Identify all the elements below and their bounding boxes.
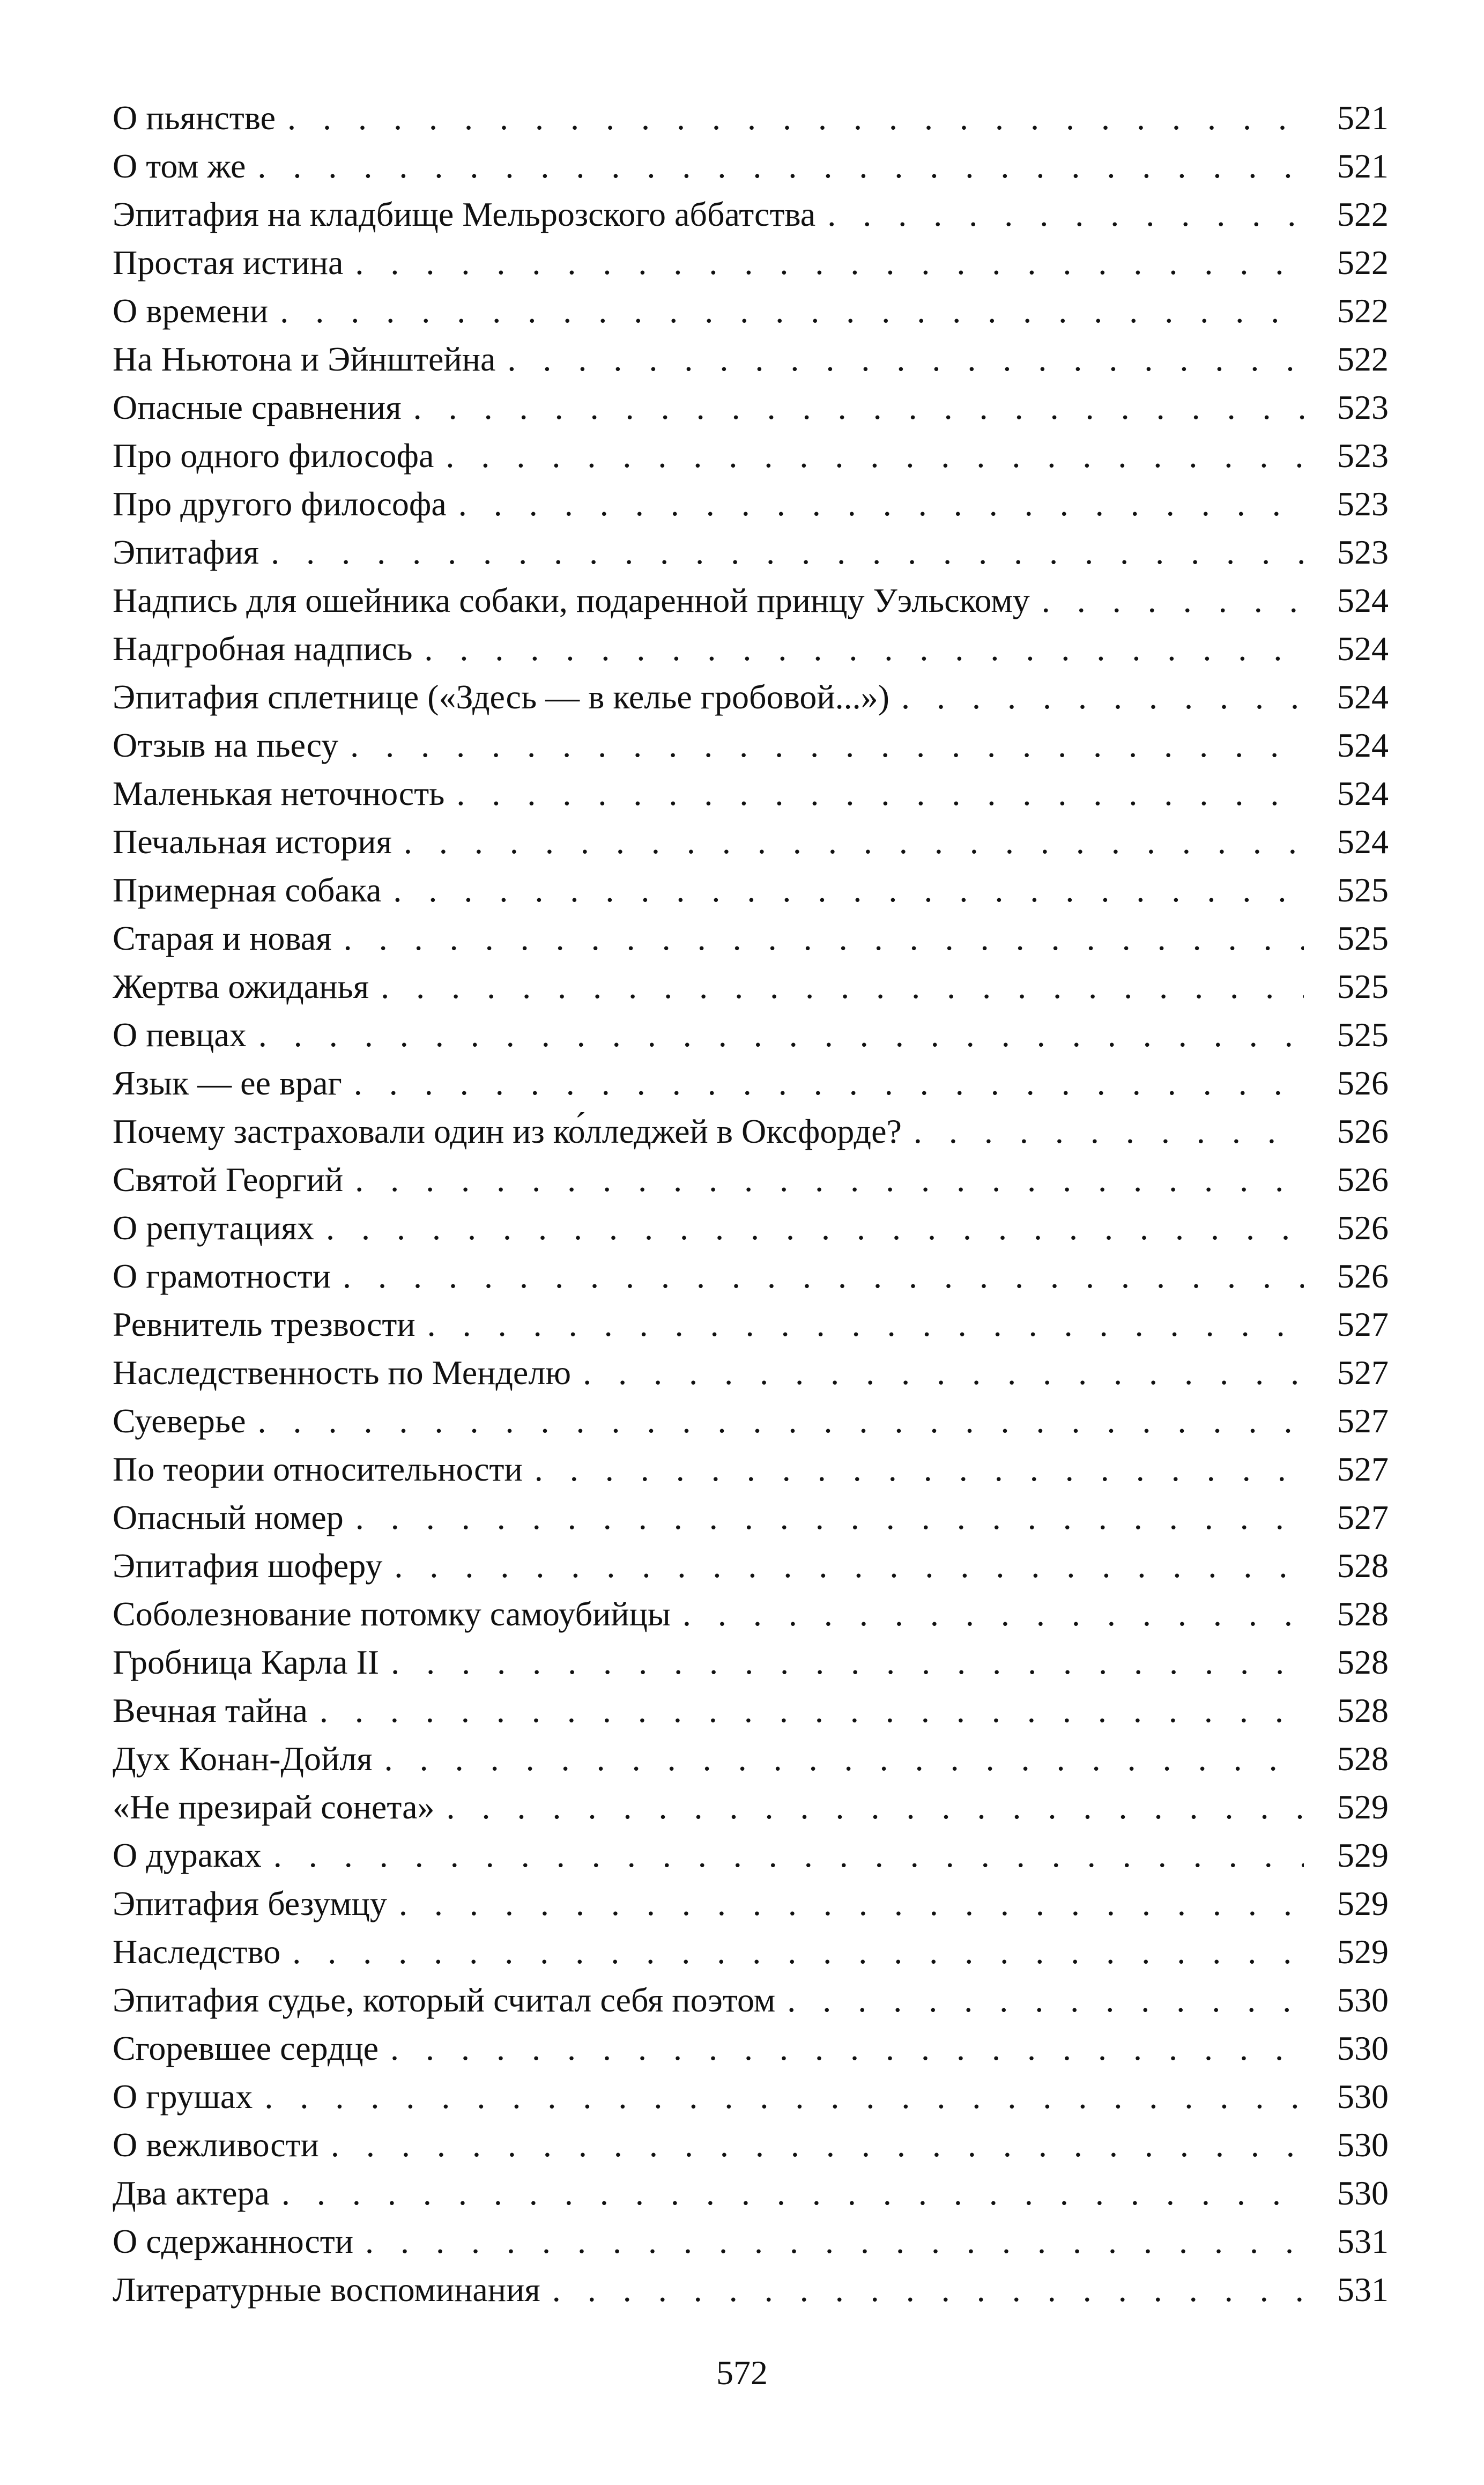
toc-entry-page: 525 [1337,1016,1389,1054]
dot-leader [384,1735,1304,1783]
toc-entry-title: О том же [113,147,246,185]
toc-entry-page: 524 [1337,726,1389,764]
toc-entry [113,94,1389,142]
toc-entry-page: 523 [1337,437,1389,475]
toc-entry-page: 528 [1337,1595,1389,1633]
dot-leader [901,673,1304,721]
toc-entry-page: 524 [1337,823,1389,861]
dot-leader [390,2024,1304,2073]
toc-entry-page: 529 [1337,1933,1389,1971]
toc-entry-page: 523 [1337,485,1389,523]
toc-entry [113,2073,1389,2121]
dot-leader [507,335,1304,383]
toc-entry [113,914,1389,963]
dot-leader [413,383,1304,432]
dot-leader [326,1204,1304,1252]
toc-entry-title: «Не презирай сонета» [113,1788,435,1826]
toc-entry-title: Сгоревшее сердце [113,2029,379,2067]
dot-leader [1042,576,1304,625]
toc-entry-page: 528 [1337,1547,1389,1585]
toc-entry-page: 531 [1337,2270,1389,2309]
toc-entry [113,1397,1389,1445]
toc-entry-title: Суеверье [113,1402,246,1440]
dot-leader [271,528,1304,576]
table-of-contents [113,94,1389,2314]
dot-leader [257,142,1304,190]
toc-entry [113,1107,1389,1156]
toc-entry [113,2169,1389,2217]
dot-leader [393,866,1304,914]
toc-entry-title: О вежливости [113,2126,319,2164]
toc-entry-page: 524 [1337,630,1389,668]
toc-entry [113,2266,1389,2314]
toc-entry [113,625,1389,673]
dot-leader [404,818,1304,866]
toc-entry [113,1349,1389,1397]
dot-leader [344,914,1304,963]
toc-entry [113,1687,1389,1735]
dot-leader [394,1542,1304,1590]
toc-entry-title: О дураках [113,1836,262,1874]
dot-leader [331,2121,1304,2169]
toc-entry-page: 529 [1337,1836,1389,1874]
toc-entry-page: 527 [1337,1402,1389,1440]
toc-entry-page: 527 [1337,1354,1389,1392]
toc-entry [113,1300,1389,1349]
toc-entry [113,335,1389,383]
toc-entry [113,1976,1389,2024]
toc-entry [113,383,1389,432]
dot-leader [365,2217,1304,2266]
toc-entry-page: 521 [1337,99,1389,137]
toc-entry [113,1445,1389,1493]
toc-entry-page: 525 [1337,871,1389,909]
toc-entry [113,770,1389,818]
toc-entry-page: 522 [1337,243,1389,282]
toc-entry-page: 522 [1337,340,1389,378]
dot-leader [343,1252,1304,1300]
toc-entry-title: Почему застраховали один из ко́лледжей в Оксфорде? [113,1112,902,1150]
toc-entry-title: На Ньютона и Эйнштейна [113,340,496,378]
toc-entry-page: 526 [1337,1064,1389,1102]
toc-entry-page: 530 [1337,2077,1389,2116]
toc-entry-page: 530 [1337,2126,1389,2164]
toc-entry [113,1493,1389,1542]
toc-entry-title: Эпитафия [113,533,259,571]
dot-leader [292,1928,1304,1976]
dot-leader [258,1011,1304,1059]
toc-entry-title: О пьянстве [113,99,276,137]
toc-entry [113,190,1389,239]
toc-entry [113,818,1389,866]
dot-leader [458,480,1304,528]
toc-entry [113,287,1389,335]
toc-entry [113,963,1389,1011]
toc-entry-page: 521 [1337,147,1389,185]
toc-entry-page: 524 [1337,581,1389,619]
toc-entry-title: Святой Георгий [113,1160,344,1199]
dot-leader [682,1590,1304,1638]
dot-leader [583,1349,1304,1397]
toc-entry-page: 525 [1337,919,1389,957]
toc-entry-page: 525 [1337,967,1389,1005]
toc-entry-page: 526 [1337,1160,1389,1199]
dot-leader [258,1397,1304,1445]
toc-entry-title: О грамотности [113,1257,331,1295]
toc-entry [113,432,1389,480]
dot-leader [281,2169,1304,2217]
toc-entry-page: 529 [1337,1884,1389,1922]
toc-entry [113,239,1389,287]
toc-entry-title: Наследство [113,1933,281,1971]
dot-leader [424,625,1304,673]
dot-leader [355,239,1304,287]
toc-entry-title: Про другого философа [113,485,447,523]
toc-entry-title: О времени [113,292,269,330]
toc-entry [113,576,1389,625]
dot-leader [914,1107,1304,1156]
toc-entry-page: 527 [1337,1498,1389,1536]
toc-entry-page: 523 [1337,388,1389,426]
toc-entry-title: Надпись для ошейника собаки, подаренной принцу Уэльскому [113,581,1030,619]
toc-entry-title: Два актера [113,2174,270,2212]
toc-entry-title: О певцах [113,1016,247,1054]
dot-leader [320,1687,1304,1735]
dot-leader [280,287,1304,335]
dot-leader [350,721,1304,770]
toc-entry [113,480,1389,528]
toc-entry [113,1590,1389,1638]
toc-entry-page: 527 [1337,1305,1389,1343]
dot-leader [273,1831,1304,1880]
toc-entry-title: Простая истина [113,243,344,282]
toc-entry [113,1542,1389,1590]
toc-entry [113,1156,1389,1204]
toc-entry [113,1638,1389,1687]
toc-entry [113,721,1389,770]
toc-entry [113,1783,1389,1831]
toc-entry-page: 530 [1337,1981,1389,2019]
toc-entry [113,2121,1389,2169]
toc-entry [113,1880,1389,1928]
dot-leader [787,1976,1304,2024]
toc-entry-title: Примерная собака [113,871,382,909]
toc-entry [113,2024,1389,2073]
toc-entry-title: Ревнитель трезвости [113,1305,415,1343]
toc-entry [113,528,1389,576]
dot-leader [355,1156,1304,1204]
toc-entry-title: Эпитафия безумцу [113,1884,387,1922]
dot-leader [446,1783,1304,1831]
toc-entry-page: 526 [1337,1257,1389,1295]
toc-entry-page: 523 [1337,533,1389,571]
toc-entry-page: 529 [1337,1788,1389,1826]
dot-leader [355,1493,1304,1542]
dot-leader [381,963,1304,1011]
toc-entry-title: Соболезнование потомку самоубийцы [113,1595,671,1633]
dot-leader [264,2073,1304,2121]
dot-leader [446,432,1304,480]
toc-entry-page: 527 [1337,1450,1389,1488]
toc-entry-title: Вечная тайна [113,1691,308,1729]
toc-entry-title: Про одного философа [113,437,434,475]
toc-entry [113,1204,1389,1252]
toc-entry-title: Эпитафия сплетнице («Здесь — в келье гробовой...») [113,678,889,716]
toc-entry-page: 528 [1337,1740,1389,1778]
toc-entry-page: 524 [1337,678,1389,716]
toc-entry [113,1011,1389,1059]
toc-entry-page: 528 [1337,1643,1389,1681]
toc-entry-page: 526 [1337,1209,1389,1247]
toc-entry-title: Эпитафия шоферу [113,1547,383,1585]
dot-leader [456,770,1304,818]
toc-entry-title: Дух Конан-Дойля [113,1740,373,1778]
toc-entry-title: Опасный номер [113,1498,344,1536]
toc-entry [113,2217,1389,2266]
toc-entry-title: О сдержанности [113,2222,353,2260]
toc-entry [113,1928,1389,1976]
toc-entry [113,1735,1389,1783]
toc-entry-page: 522 [1337,195,1389,233]
dot-leader [391,1638,1304,1687]
dot-leader [354,1059,1304,1107]
toc-entry-title: По теории относительности [113,1450,523,1488]
toc-entry [113,673,1389,721]
toc-entry [113,142,1389,190]
toc-entry-title: Маленькая неточность [113,774,445,812]
toc-entry-title: Гробница Карла II [113,1643,380,1681]
dot-leader [427,1300,1304,1349]
dot-leader [827,190,1304,239]
toc-entry-title: Эпитафия на кладбище Мельрозского аббатства [113,195,816,233]
toc-entry-title: О грушах [113,2077,253,2116]
toc-entry-title: Жертва ожиданья [113,967,369,1005]
page-number: 572 [716,2354,768,2392]
toc-entry-title: Наследственность по Менделю [113,1354,572,1392]
toc-entry-page: 526 [1337,1112,1389,1150]
toc-entry-page: 530 [1337,2029,1389,2067]
toc-entry-page: 531 [1337,2222,1389,2260]
toc-entry-title: Старая и новая [113,919,332,957]
toc-entry [113,866,1389,914]
toc-entry [113,1059,1389,1107]
toc-entry [113,1252,1389,1300]
toc-entry-page: 530 [1337,2174,1389,2212]
toc-entry-title: Отзыв на пьесу [113,726,339,764]
toc-entry-title: О репутациях [113,1209,314,1247]
toc-entry-page: 528 [1337,1691,1389,1729]
toc-entry-title: Печальная история [113,823,392,861]
dot-leader [535,1445,1304,1493]
toc-entry [113,1831,1389,1880]
toc-entry-page: 524 [1337,774,1389,812]
dot-leader [287,94,1304,142]
toc-entry-page: 522 [1337,292,1389,330]
toc-entry-title: Язык — ее враг [113,1064,342,1102]
toc-entry-title: Литературные воспоминания [113,2270,540,2309]
toc-entry-title: Надгробная надпись [113,630,413,668]
dot-leader [552,2266,1304,2314]
toc-entry-title: Опасные сравнения [113,388,402,426]
toc-entry-title: Эпитафия судье, который считал себя поэтом [113,1981,776,2019]
dot-leader [399,1880,1304,1928]
